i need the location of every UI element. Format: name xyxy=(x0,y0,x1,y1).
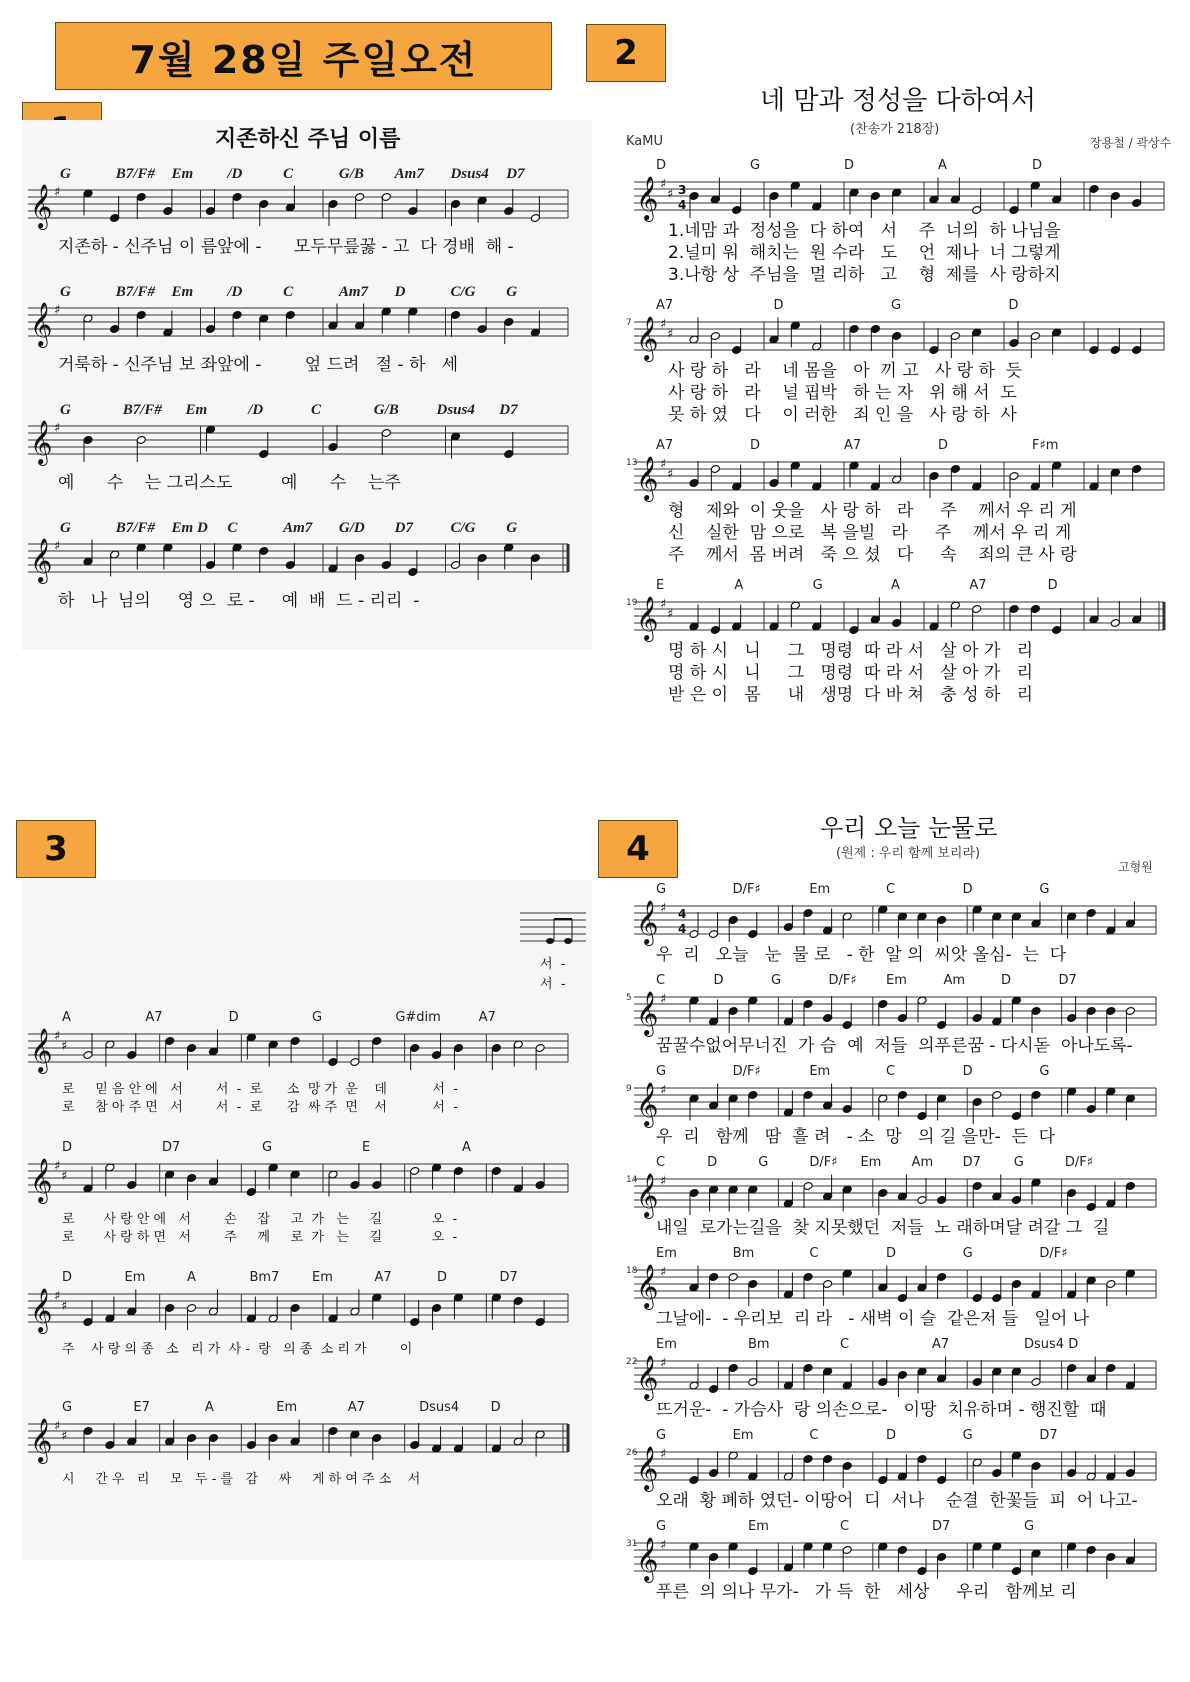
chord-symbol: G/B xyxy=(338,166,364,182)
chord-symbol: G xyxy=(812,578,823,593)
treble-clef-icon: 𝄞 xyxy=(636,1264,659,1308)
service-title: 7월 28일 주일오전 xyxy=(55,22,552,90)
chord-symbol: Dsus4 xyxy=(419,1400,460,1415)
chord-symbol: A7 xyxy=(969,578,987,593)
svg-text:♯: ♯ xyxy=(667,327,674,342)
chord-symbol: G xyxy=(60,284,71,300)
chord-symbol: /D xyxy=(227,284,243,300)
chord-symbol: Bm7 xyxy=(249,1270,280,1285)
svg-text:♯: ♯ xyxy=(660,901,667,916)
chord-symbol: B7/F# xyxy=(122,402,162,418)
chord-symbol: A7 xyxy=(478,1010,496,1025)
chord-symbol: A xyxy=(62,1010,71,1025)
svg-text:4: 4 xyxy=(678,907,687,921)
chord-symbol: D xyxy=(1032,158,1043,173)
chord-symbol: D xyxy=(1008,298,1019,313)
chord-symbol: Em xyxy=(809,882,831,897)
chord-row xyxy=(626,1246,1171,1264)
staff xyxy=(28,1288,568,1334)
chord-symbol: D xyxy=(1001,973,1012,988)
chord-symbol: G xyxy=(1013,1155,1024,1170)
chord-symbol: G xyxy=(962,1428,973,1443)
chord-row xyxy=(22,1140,592,1158)
chord-symbol: C xyxy=(283,284,294,300)
svg-text:♯: ♯ xyxy=(660,992,667,1007)
chord-row xyxy=(22,1010,592,1028)
chord-row xyxy=(626,1428,1171,1446)
chord-symbol: G xyxy=(506,520,518,536)
treble-clef-icon: 𝄞 xyxy=(30,1158,53,1202)
song1-score xyxy=(22,166,592,650)
svg-text:♯: ♯ xyxy=(667,187,674,202)
measure-number: 31 xyxy=(626,1539,638,1549)
chord-symbol: G xyxy=(656,1428,667,1443)
staff xyxy=(28,420,568,466)
svg-text:4: 4 xyxy=(678,922,687,936)
chord-symbol: Bm xyxy=(748,1337,770,1352)
chord-symbol: B7/F# xyxy=(115,284,155,300)
chord-symbol: E7 xyxy=(133,1400,150,1415)
lyric-line: 우 리 오늘 눈 물 로 - 한 알 의 씨앗 올심- 는 다 xyxy=(656,945,1067,965)
staff xyxy=(28,302,568,348)
chord-symbol: D xyxy=(437,1270,448,1285)
chord-symbol: D xyxy=(773,298,784,313)
chord-symbol: D xyxy=(62,1140,73,1155)
chord-symbol: G xyxy=(60,402,71,418)
song-number-3: 3 xyxy=(16,820,96,878)
chord-symbol: D xyxy=(962,1064,973,1079)
lyric-line: 형 제와 이 웃을 사 랑 하 라 주 께서 우 리 게 xyxy=(668,501,1077,521)
lyric-line: 서 - xyxy=(540,977,566,992)
chord-symbol: Am7 xyxy=(283,520,313,536)
svg-text:♯: ♯ xyxy=(660,1174,667,1189)
treble-clef-icon: 𝄞 xyxy=(636,176,659,220)
chord-symbol: A7 xyxy=(145,1010,163,1025)
song-number-4: 4 xyxy=(598,820,678,878)
chord-symbol: G xyxy=(1024,1519,1035,1534)
chord-row xyxy=(626,1155,1171,1173)
chord-row xyxy=(22,1270,592,1288)
chord-symbol: D xyxy=(656,158,667,173)
measure-number: 5 xyxy=(626,993,632,1003)
lyric-line: 예 수 는 그리스도 예 수 는주 xyxy=(58,473,401,493)
chord-symbol: Am7 xyxy=(394,166,424,182)
treble-clef-icon: 𝄞 xyxy=(30,1288,53,1332)
svg-text:♯: ♯ xyxy=(61,1429,68,1444)
chord-row xyxy=(626,438,1171,456)
chord-symbol: D7 xyxy=(394,520,413,536)
staff xyxy=(28,1418,568,1464)
chord-row xyxy=(626,1519,1171,1537)
chord-symbol: D/F♯ xyxy=(1064,1155,1094,1170)
chord-symbol: Em xyxy=(860,1155,882,1170)
chord-symbol: D7 xyxy=(499,1270,518,1285)
chord-symbol: G/D xyxy=(338,520,365,536)
song1-title: 지존하신 주님 이름 xyxy=(215,127,401,152)
chord-symbol: C xyxy=(283,166,294,182)
lyric-line: 사 랑 하 라 네 몸을 아 끼 고 사 랑 하 듯 xyxy=(668,361,1023,381)
chord-symbol: Em D xyxy=(171,520,208,536)
song4-composer: 고형원 xyxy=(1118,860,1153,874)
chord-symbol: E xyxy=(656,578,665,593)
chord-symbol: D xyxy=(490,1400,501,1415)
lyric-line: 서 - xyxy=(540,957,566,972)
treble-clef-icon: 𝄞 xyxy=(636,596,659,640)
chord-symbol: G xyxy=(962,1246,973,1261)
lyric-line: 신 실한 맘 으로 복 을빌 라 주 께서 우 리 게 xyxy=(668,523,1072,543)
chord-row xyxy=(626,298,1171,316)
measure-number: 22 xyxy=(626,1357,638,1367)
chord-symbol: A xyxy=(938,158,947,173)
chord-symbol: A7 xyxy=(844,438,862,453)
chord-symbol: D xyxy=(1047,578,1058,593)
treble-clef-icon: 𝄞 xyxy=(30,184,53,228)
chord-symbol: C xyxy=(840,1519,850,1534)
chord-symbol: D xyxy=(844,158,855,173)
lyric-line: 명 하 시 니 그 명령 따 라 서 살 아 가 리 xyxy=(668,641,1034,661)
song2-publisher: KaMU xyxy=(626,134,663,149)
song2-composer: 장용철 / 곽상수 xyxy=(1090,136,1172,150)
chord-symbol: A7 xyxy=(656,438,674,453)
chord-symbol: G/B xyxy=(373,402,399,418)
song3-overflow-fragment xyxy=(520,905,590,1005)
lyric-line: 시 간 우 리 모 두 - 를 감 싸 게 하 여 주 소 서 xyxy=(62,1472,421,1487)
chord-row xyxy=(22,402,592,420)
measure-number: 26 xyxy=(626,1448,638,1458)
chord-row xyxy=(626,882,1171,900)
chord-symbol: D7 xyxy=(499,402,518,418)
lyric-line: 하 나 님의 영 으 로 - 예 배 드 - 리리 - xyxy=(58,591,420,611)
lyric-line: 2.널미 워 해치는 원 수라 도 언 제나 너 그렇게 xyxy=(668,243,1061,263)
svg-text:♯: ♯ xyxy=(54,1289,61,1304)
chord-symbol: A xyxy=(204,1400,214,1415)
measure-number: 19 xyxy=(626,598,638,608)
chord-symbol: G#dim xyxy=(395,1010,441,1025)
chord-symbol: C xyxy=(886,882,896,897)
treble-clef-icon: 𝄞 xyxy=(636,456,659,500)
chord-symbol: Em xyxy=(656,1337,677,1352)
chord-symbol: Em xyxy=(276,1400,298,1415)
lyric-line: 뜨거운- - 가슴사 랑 의손으로- 이땅 치유하며 - 행진할 때 xyxy=(656,1400,1107,1420)
measure-number: 18 xyxy=(626,1266,638,1276)
svg-text:♯: ♯ xyxy=(660,597,667,612)
song2-score xyxy=(626,160,1171,750)
chord-symbol: A xyxy=(462,1140,471,1155)
treble-clef-icon: 𝄞 xyxy=(636,1355,659,1399)
chord-symbol: D7 xyxy=(162,1140,181,1155)
treble-clef-icon: 𝄞 xyxy=(636,1173,659,1217)
chord-symbol: D7 xyxy=(932,1519,951,1534)
chord-symbol: D xyxy=(750,438,761,453)
chord-symbol: Em xyxy=(886,973,907,988)
chord-symbol: G xyxy=(771,973,782,988)
chord-row xyxy=(626,1337,1171,1355)
chord-symbol: A7 xyxy=(347,1400,365,1415)
lyric-line: 로 참 아 주 면 서 서 - 로 감 싸 주 면 서 서 - xyxy=(62,1100,458,1115)
svg-text:♯: ♯ xyxy=(667,607,674,622)
chord-symbol: D xyxy=(886,1428,897,1443)
chord-symbol: G xyxy=(60,520,71,536)
lyric-line: 주 사 랑 의 종 소 리 가 사 - 랑 의 종 소 리 가 이 xyxy=(62,1342,413,1357)
chord-symbol: Em xyxy=(171,166,194,182)
svg-text:♯: ♯ xyxy=(660,1356,667,1371)
chord-row xyxy=(626,1064,1171,1082)
lyric-line: 꿈꿀수없어무너진 가 슴 예 저들 의푸른꿈 - 다시돋 아나도록- xyxy=(656,1036,1133,1056)
chord-symbol: A xyxy=(734,578,744,593)
chord-symbol: G xyxy=(1039,1064,1050,1079)
chord-row xyxy=(626,158,1171,176)
lyric-line: 1.네맘 과 정성을 다 하여 서 주 너의 하 나님을 xyxy=(668,221,1061,241)
chord-symbol: C xyxy=(840,1337,850,1352)
chord-symbol: Em xyxy=(185,402,208,418)
chord-symbol: D7 xyxy=(962,1155,981,1170)
chord-symbol: D/F♯ xyxy=(732,882,761,897)
chord-row xyxy=(22,284,592,302)
svg-text:♯: ♯ xyxy=(54,421,61,436)
svg-text:3: 3 xyxy=(678,183,687,197)
svg-text:♯: ♯ xyxy=(660,457,667,472)
lyric-line: 푸른 의 의나 무가- 가 득 한 세상 우리 함께보 리 xyxy=(656,1582,1077,1602)
svg-text:♯: ♯ xyxy=(54,1159,61,1174)
chord-symbol: D xyxy=(962,882,973,897)
chord-symbol: C xyxy=(656,1155,666,1170)
svg-text:♯: ♯ xyxy=(660,317,667,332)
chord-symbol: D xyxy=(228,1010,239,1025)
chord-symbol: B7/F# xyxy=(115,520,155,536)
chord-symbol: Dsus4 xyxy=(450,166,489,182)
chord-symbol: C/G xyxy=(450,284,476,300)
chord-symbol: Am xyxy=(911,1155,934,1170)
song4-title: 우리 오늘 눈물로 xyxy=(820,814,998,842)
chord-symbol: D7 xyxy=(1058,973,1077,988)
chord-symbol: C xyxy=(809,1428,819,1443)
treble-clef-icon: 𝄞 xyxy=(636,1537,659,1581)
chord-symbol: D7 xyxy=(506,166,525,182)
song3-score xyxy=(22,1010,592,1530)
chord-symbol: G xyxy=(62,1400,73,1415)
chord-symbol: Dsus4 D xyxy=(1024,1337,1079,1352)
lyric-line: 그날에- - 우리보 리 라 - 새벽 이 슬 같은저 들 일어 나 xyxy=(656,1309,1090,1329)
chord-symbol: G xyxy=(312,1010,323,1025)
chord-row xyxy=(626,973,1171,991)
staff xyxy=(28,538,568,584)
song-number-2: 2 xyxy=(586,24,666,82)
chord-symbol: A7 xyxy=(932,1337,950,1352)
treble-clef-icon: 𝄞 xyxy=(636,991,659,1035)
measure-number: 13 xyxy=(626,458,638,468)
svg-text:♯: ♯ xyxy=(660,1083,667,1098)
chord-symbol: D xyxy=(707,1155,718,1170)
treble-clef-icon: 𝄞 xyxy=(30,302,53,346)
chord-symbol: D xyxy=(886,1246,897,1261)
chord-symbol: D xyxy=(713,973,724,988)
chord-symbol: G xyxy=(262,1140,273,1155)
chord-symbol: /D xyxy=(227,166,243,182)
chord-symbol: A xyxy=(187,1270,196,1285)
svg-text:♯: ♯ xyxy=(660,1447,667,1462)
lyric-line: 3.나항 상 주님을 멀 리하 고 형 제를 사 랑하지 xyxy=(668,265,1061,285)
treble-clef-icon: 𝄞 xyxy=(30,420,53,464)
chord-symbol: G xyxy=(60,166,71,182)
chord-symbol: Em xyxy=(748,1519,769,1534)
treble-clef-icon: 𝄞 xyxy=(30,538,53,582)
treble-clef-icon: 𝄞 xyxy=(636,1446,659,1490)
chord-symbol: D/F♯ xyxy=(732,1064,761,1079)
measure-number: 14 xyxy=(626,1175,638,1185)
treble-clef-icon: 𝄞 xyxy=(30,1418,53,1462)
chord-symbol: C xyxy=(227,520,238,536)
lyric-line: 로 사 랑 안 에 서 손 잡 고 가 는 길 오 - xyxy=(62,1212,458,1227)
svg-text:♯: ♯ xyxy=(660,177,667,192)
lyric-line: 거룩하 - 신주님 보 좌앞에 - 엎 드려 절 - 하 세 xyxy=(58,355,459,375)
chord-symbol: C xyxy=(886,1064,896,1079)
svg-text:♯: ♯ xyxy=(61,1169,68,1184)
treble-clef-icon: 𝄞 xyxy=(636,900,659,944)
chord-symbol: E xyxy=(362,1140,371,1155)
lyric-line: 지존하 - 신주님 이 름앞에 - 모두무릎꿇 - 고 다 경배 해 - xyxy=(58,237,514,257)
chord-symbol: G xyxy=(1039,882,1050,897)
chord-symbol: G xyxy=(656,1064,667,1079)
svg-text:♯: ♯ xyxy=(667,467,674,482)
chord-row xyxy=(22,520,592,538)
lyric-line: 로 믿 음 안 에 서 서 - 로 소 망 가 운 데 서 - xyxy=(62,1082,458,1097)
chord-symbol: Em xyxy=(312,1270,333,1285)
measure-number: 7 xyxy=(626,318,632,328)
lyric-line: 로 사 랑 하 면 서 주 께 로 가 는 길 오 - xyxy=(62,1230,458,1245)
chord-symbol: Em xyxy=(809,1064,831,1079)
chord-symbol: D xyxy=(938,438,949,453)
chord-symbol: A7 xyxy=(656,298,674,313)
chord-symbol: D/F♯ xyxy=(809,1155,838,1170)
chord-symbol: A7 xyxy=(374,1270,392,1285)
chord-symbol: C/G xyxy=(450,520,476,536)
svg-text:♯: ♯ xyxy=(54,303,61,318)
lyric-line: 사 랑 하 라 널 핍박 하 는 자 위 해 서 도 xyxy=(668,383,1017,403)
chord-symbol: Em xyxy=(656,1246,677,1261)
chord-symbol: Em xyxy=(124,1270,146,1285)
chord-symbol: G xyxy=(750,158,761,173)
chord-symbol: G xyxy=(656,1519,667,1534)
svg-text:4: 4 xyxy=(678,198,687,212)
chord-symbol: B7/F# xyxy=(115,166,155,182)
chord-symbol: G xyxy=(891,298,902,313)
chord-row xyxy=(626,578,1171,596)
chord-symbol: D/F♯ xyxy=(1039,1246,1068,1261)
measure-number: 9 xyxy=(626,1084,632,1094)
chord-symbol: F♯m xyxy=(1032,438,1059,453)
chord-symbol: Dsus4 xyxy=(436,402,475,418)
chord-symbol: D7 xyxy=(1039,1428,1058,1443)
chord-symbol: Em xyxy=(171,284,194,300)
chord-symbol: G xyxy=(506,284,518,300)
chord-symbol: /D xyxy=(248,402,264,418)
svg-text:♯: ♯ xyxy=(660,1538,667,1553)
lyric-line: 명 하 시 니 그 명령 따 라 서 살 아 가 리 xyxy=(668,663,1034,683)
lyric-line: 내일 로가는길을 찾 지못했던 저들 노 래하며달 려갈 그 길 xyxy=(656,1218,1110,1238)
chord-symbol: Am xyxy=(943,973,966,988)
lyric-line: 받 은 이 몸 내 생명 다 바 쳐 충 성 하 리 xyxy=(668,685,1034,705)
chord-symbol: C xyxy=(656,973,666,988)
svg-text:♯: ♯ xyxy=(54,539,61,554)
lyric-line: 우 리 함께 땀 흘 려 - 소 망 의 길 을만- 든 다 xyxy=(656,1127,1056,1147)
song2-title: 네 맘과 정성을 다하여서 xyxy=(760,86,1036,116)
chord-symbol: Am7 xyxy=(338,284,369,300)
chord-row xyxy=(22,166,592,184)
song2-subtitle: (찬송가 218장) xyxy=(850,122,940,137)
staff xyxy=(28,1028,568,1074)
song4-score xyxy=(626,880,1171,1670)
chord-symbol: G xyxy=(656,882,667,897)
chord-symbol: Bm xyxy=(732,1246,755,1261)
chord-symbol: D xyxy=(394,284,406,300)
chord-symbol: Em xyxy=(732,1428,754,1443)
chord-row xyxy=(22,1400,592,1418)
svg-text:♯: ♯ xyxy=(54,185,61,200)
chord-symbol: C xyxy=(311,402,322,418)
treble-clef-icon: 𝄞 xyxy=(636,1082,659,1126)
chord-symbol: D xyxy=(62,1270,73,1285)
chord-symbol: D/F♯ xyxy=(828,973,857,988)
treble-clef-icon: 𝄞 xyxy=(30,1028,53,1072)
lyric-line: 오래 황 폐하 였던- 이땅어 디 서나 순결 한꽃들 피 어 나고- xyxy=(656,1491,1138,1511)
svg-text:♯: ♯ xyxy=(61,1039,68,1054)
chord-symbol: G xyxy=(758,1155,769,1170)
chord-symbol: A xyxy=(891,578,900,593)
chord-symbol: C xyxy=(809,1246,819,1261)
staff xyxy=(28,184,568,230)
song4-subtitle: (원제 : 우리 함께 보리라) xyxy=(836,846,981,861)
lyric-line: 못 하 였 다 이 러한 죄 인 을 사 랑 하 사 xyxy=(668,405,1017,425)
svg-text:♯: ♯ xyxy=(54,1419,61,1434)
svg-text:♯: ♯ xyxy=(54,1029,61,1044)
svg-text:♯: ♯ xyxy=(61,1299,68,1314)
lyric-line: 주 께서 몸 버려 죽 으 셨 다 속 죄의 큰 사 랑 xyxy=(668,545,1077,565)
treble-clef-icon: 𝄞 xyxy=(636,316,659,360)
svg-text:♯: ♯ xyxy=(660,1265,667,1280)
staff xyxy=(28,1158,568,1204)
